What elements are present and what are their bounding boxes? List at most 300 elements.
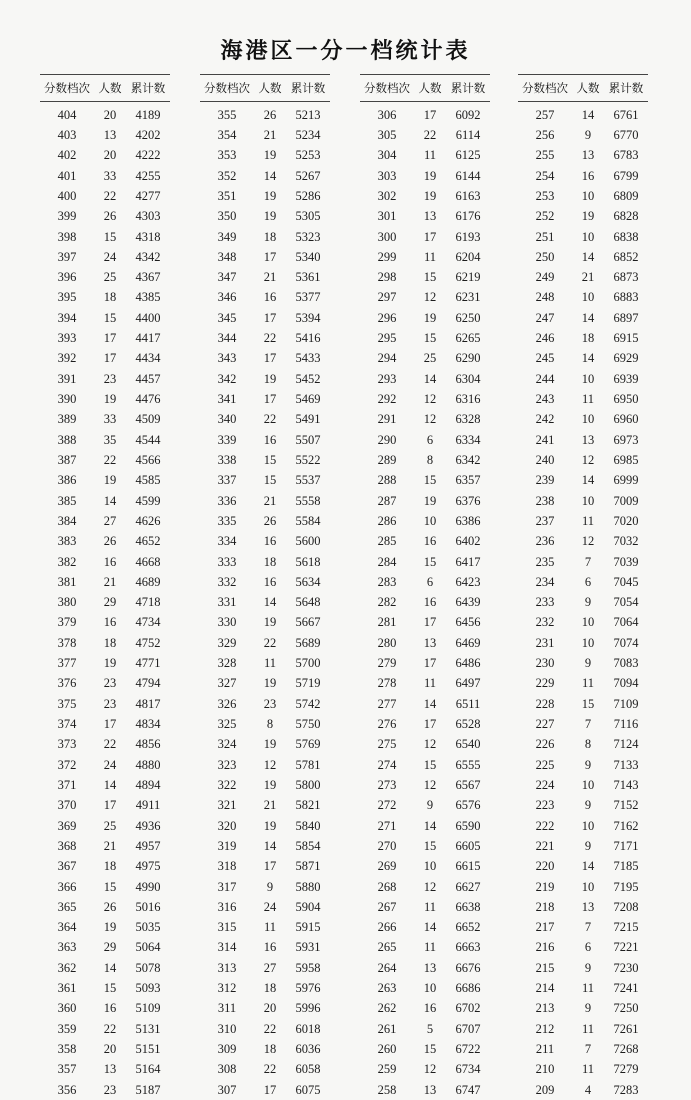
cumulative-cell: 4400 bbox=[135, 310, 161, 325]
score-cell: 329 bbox=[217, 635, 237, 650]
cumulative-cell: 6497 bbox=[455, 676, 481, 691]
count-cell: 9 bbox=[584, 656, 592, 671]
count-cell: 11 bbox=[581, 1062, 595, 1077]
table-row bbox=[518, 450, 648, 470]
score-cell: 258 bbox=[377, 1082, 397, 1097]
cumulative-cell: 4936 bbox=[135, 818, 161, 833]
score-cell: 346 bbox=[217, 290, 237, 305]
table-row bbox=[360, 1060, 490, 1080]
cumulative-cell: 7230 bbox=[613, 960, 639, 975]
count-cell: 22 bbox=[263, 412, 277, 427]
table-row bbox=[518, 1019, 648, 1039]
count-cell: 11 bbox=[581, 676, 595, 691]
count-cell: 21 bbox=[263, 127, 277, 142]
cumulative-cell: 5558 bbox=[295, 493, 321, 508]
table-row bbox=[40, 268, 170, 288]
cumulative-cell: 7143 bbox=[613, 777, 639, 792]
score-cell: 289 bbox=[377, 452, 397, 467]
cumulative-cell: 5854 bbox=[295, 838, 321, 853]
cumulative-cell: 6770 bbox=[613, 127, 639, 142]
table-row bbox=[360, 978, 490, 998]
count-cell: 12 bbox=[423, 737, 437, 752]
cumulative-cell: 4668 bbox=[135, 554, 161, 569]
cumulative-cell: 4975 bbox=[135, 859, 161, 874]
table-row bbox=[360, 511, 490, 531]
count-cell: 15 bbox=[423, 270, 437, 285]
count-cell: 26 bbox=[103, 899, 117, 914]
table-row bbox=[360, 572, 490, 592]
cumulative-cell: 4880 bbox=[135, 757, 161, 772]
cumulative-cell: 4794 bbox=[135, 676, 161, 691]
cumulative-cell: 7009 bbox=[613, 493, 639, 508]
count-cell: 15 bbox=[103, 310, 117, 325]
score-cell: 275 bbox=[377, 737, 397, 752]
cumulative-cell: 7171 bbox=[613, 838, 639, 853]
score-cell: 233 bbox=[535, 595, 555, 610]
count-cell: 19 bbox=[263, 777, 277, 792]
cumulative-cell: 6204 bbox=[455, 249, 481, 264]
count-cell: 5 bbox=[426, 1021, 434, 1036]
count-cell: 10 bbox=[423, 859, 437, 874]
table-row bbox=[518, 735, 648, 755]
cumulative-cell: 6092 bbox=[455, 107, 481, 122]
cumulative-cell: 5769 bbox=[295, 737, 321, 752]
table-row bbox=[518, 552, 648, 572]
table-row bbox=[40, 288, 170, 308]
count-cell: 12 bbox=[581, 534, 595, 549]
count-cell: 11 bbox=[581, 1021, 595, 1036]
count-cell: 12 bbox=[581, 452, 595, 467]
score-cell: 288 bbox=[377, 473, 397, 488]
table-row bbox=[518, 146, 648, 166]
count-cell: 26 bbox=[103, 534, 117, 549]
count-cell: 19 bbox=[263, 818, 277, 833]
cumulative-cell: 7261 bbox=[613, 1021, 639, 1036]
cumulative-cell: 6950 bbox=[613, 392, 639, 407]
score-cell: 376 bbox=[57, 676, 77, 691]
table-row bbox=[40, 836, 170, 856]
cumulative-cell: 5433 bbox=[295, 351, 321, 366]
count-cell: 19 bbox=[581, 209, 595, 224]
header-cumulative: 累计数 bbox=[290, 81, 326, 95]
cumulative-cell: 7032 bbox=[613, 534, 639, 549]
cumulative-cell: 4599 bbox=[135, 493, 161, 508]
cumulative-cell: 4566 bbox=[135, 452, 161, 467]
table-row bbox=[360, 1019, 490, 1039]
count-cell: 17 bbox=[103, 717, 117, 732]
table-row bbox=[40, 430, 170, 450]
count-cell: 27 bbox=[103, 513, 117, 528]
score-cell: 252 bbox=[535, 209, 555, 224]
count-cell: 10 bbox=[581, 615, 595, 630]
count-cell: 14 bbox=[581, 473, 595, 488]
count-cell: 12 bbox=[423, 879, 437, 894]
cumulative-cell: 4911 bbox=[135, 798, 161, 813]
cumulative-cell: 6316 bbox=[455, 392, 481, 407]
table-row bbox=[360, 1039, 490, 1059]
score-cell: 352 bbox=[217, 168, 237, 183]
cumulative-cell: 5035 bbox=[135, 920, 161, 935]
score-cell: 265 bbox=[377, 940, 397, 955]
header-cumulative: 累计数 bbox=[450, 81, 486, 95]
table-row bbox=[200, 999, 330, 1019]
cumulative-cell: 6265 bbox=[455, 331, 481, 346]
count-cell: 33 bbox=[103, 412, 117, 427]
count-cell: 18 bbox=[263, 229, 277, 244]
table-row bbox=[200, 694, 330, 714]
cumulative-cell: 5584 bbox=[295, 513, 321, 528]
score-cell: 357 bbox=[57, 1062, 77, 1077]
score-cell: 313 bbox=[217, 960, 237, 975]
score-cell: 224 bbox=[535, 777, 555, 792]
score-cell: 295 bbox=[377, 331, 397, 346]
score-cell: 393 bbox=[57, 331, 77, 346]
cumulative-cell: 7054 bbox=[613, 595, 639, 610]
count-cell: 16 bbox=[103, 1001, 117, 1016]
count-cell: 22 bbox=[103, 188, 117, 203]
count-cell: 11 bbox=[263, 656, 277, 671]
score-cell: 372 bbox=[57, 757, 77, 772]
table-row bbox=[40, 633, 170, 653]
cumulative-cell: 4189 bbox=[135, 107, 161, 122]
count-cell: 33 bbox=[103, 168, 117, 183]
table-row bbox=[360, 674, 490, 694]
rows bbox=[360, 102, 490, 1100]
score-cell: 294 bbox=[377, 351, 397, 366]
score-cell: 377 bbox=[57, 656, 77, 671]
score-cell: 361 bbox=[57, 981, 77, 996]
count-cell: 16 bbox=[263, 534, 277, 549]
table-row bbox=[200, 227, 330, 247]
score-cell: 220 bbox=[535, 859, 555, 874]
score-cell: 228 bbox=[535, 696, 555, 711]
score-cell: 320 bbox=[217, 818, 237, 833]
cumulative-cell: 5689 bbox=[295, 635, 321, 650]
table-row bbox=[40, 450, 170, 470]
cumulative-cell: 5491 bbox=[295, 412, 321, 427]
table-row bbox=[200, 105, 330, 125]
table-row bbox=[200, 491, 330, 511]
count-cell: 26 bbox=[103, 209, 117, 224]
cumulative-cell: 4509 bbox=[135, 412, 161, 427]
table-row bbox=[360, 796, 490, 816]
table-row bbox=[40, 613, 170, 633]
table-row bbox=[40, 186, 170, 206]
score-cell: 299 bbox=[377, 249, 397, 264]
cumulative-cell: 6734 bbox=[455, 1062, 481, 1077]
table-row bbox=[518, 268, 648, 288]
table-row bbox=[200, 653, 330, 673]
cumulative-cell: 5522 bbox=[295, 452, 321, 467]
cumulative-cell: 6540 bbox=[455, 737, 481, 752]
table-row bbox=[360, 593, 490, 613]
cumulative-cell: 6075 bbox=[295, 1082, 321, 1097]
score-cell: 373 bbox=[57, 737, 77, 752]
score-cell: 356 bbox=[57, 1082, 77, 1097]
score-cell: 301 bbox=[377, 209, 397, 224]
table-row bbox=[40, 735, 170, 755]
count-cell: 19 bbox=[423, 168, 437, 183]
cumulative-cell: 5634 bbox=[295, 574, 321, 589]
table-column-4 bbox=[518, 74, 648, 1100]
header-count: 人数 bbox=[98, 81, 122, 95]
table-row bbox=[200, 552, 330, 572]
count-cell: 12 bbox=[423, 1062, 437, 1077]
cumulative-cell: 6328 bbox=[455, 412, 481, 427]
cumulative-cell: 5600 bbox=[295, 534, 321, 549]
cumulative-cell: 6652 bbox=[455, 920, 481, 935]
count-cell: 27 bbox=[263, 960, 277, 975]
cumulative-cell: 6250 bbox=[455, 310, 481, 325]
page-title: 海港区一分一档统计表 bbox=[220, 39, 471, 64]
table-row bbox=[360, 999, 490, 1019]
count-cell: 21 bbox=[581, 270, 595, 285]
cumulative-cell: 6615 bbox=[455, 859, 481, 874]
cumulative-cell: 4385 bbox=[135, 290, 161, 305]
cumulative-cell: 6590 bbox=[455, 818, 481, 833]
count-cell: 15 bbox=[263, 473, 277, 488]
score-cell: 365 bbox=[57, 899, 77, 914]
score-cell: 250 bbox=[535, 249, 555, 264]
count-cell: 18 bbox=[581, 331, 595, 346]
score-cell: 358 bbox=[57, 1042, 77, 1057]
count-cell: 14 bbox=[103, 960, 117, 975]
score-cell: 397 bbox=[57, 249, 77, 264]
count-cell: 9 bbox=[584, 1001, 592, 1016]
count-cell: 6 bbox=[426, 432, 434, 447]
table-row bbox=[360, 816, 490, 836]
count-cell: 26 bbox=[263, 107, 277, 122]
count-cell: 13 bbox=[581, 148, 595, 163]
cumulative-cell: 4367 bbox=[135, 270, 161, 285]
count-cell: 10 bbox=[581, 229, 595, 244]
table-row bbox=[40, 938, 170, 958]
table-row bbox=[200, 958, 330, 978]
table-column-1 bbox=[40, 74, 170, 1100]
score-cell: 359 bbox=[57, 1021, 77, 1036]
table-row bbox=[518, 877, 648, 897]
score-cell: 401 bbox=[57, 168, 77, 183]
count-cell: 10 bbox=[581, 879, 595, 894]
count-cell: 14 bbox=[581, 859, 595, 874]
cumulative-cell: 6973 bbox=[613, 432, 639, 447]
score-cell: 351 bbox=[217, 188, 237, 203]
count-cell: 22 bbox=[103, 452, 117, 467]
table-row bbox=[518, 430, 648, 450]
table-row bbox=[518, 328, 648, 348]
count-cell: 15 bbox=[423, 757, 437, 772]
cumulative-cell: 5267 bbox=[295, 168, 321, 183]
cumulative-cell: 6357 bbox=[455, 473, 481, 488]
table-row bbox=[40, 978, 170, 998]
score-cell: 247 bbox=[535, 310, 555, 325]
table-row bbox=[40, 471, 170, 491]
score-cell: 362 bbox=[57, 960, 77, 975]
count-cell: 14 bbox=[423, 371, 437, 386]
cumulative-cell: 5164 bbox=[135, 1062, 161, 1077]
count-cell: 13 bbox=[423, 209, 437, 224]
score-cell: 338 bbox=[217, 452, 237, 467]
count-cell: 17 bbox=[423, 656, 437, 671]
count-cell: 17 bbox=[263, 392, 277, 407]
score-cell: 370 bbox=[57, 798, 77, 813]
table-row bbox=[518, 1060, 648, 1080]
count-cell: 14 bbox=[581, 351, 595, 366]
cumulative-cell: 5719 bbox=[295, 676, 321, 691]
count-cell: 21 bbox=[103, 574, 117, 589]
count-cell: 22 bbox=[263, 331, 277, 346]
cumulative-cell: 6193 bbox=[455, 229, 481, 244]
count-cell: 7 bbox=[584, 717, 592, 732]
count-cell: 17 bbox=[103, 331, 117, 346]
header-score: 分数档次 bbox=[522, 81, 568, 95]
table-row bbox=[200, 938, 330, 958]
score-cell: 287 bbox=[377, 493, 397, 508]
score-cell: 257 bbox=[535, 107, 555, 122]
cumulative-cell: 6342 bbox=[455, 452, 481, 467]
table-row bbox=[360, 471, 490, 491]
score-cell: 209 bbox=[535, 1082, 555, 1097]
count-cell: 23 bbox=[263, 696, 277, 711]
table-row bbox=[360, 653, 490, 673]
table-row bbox=[40, 207, 170, 227]
count-cell: 16 bbox=[423, 595, 437, 610]
table-row bbox=[200, 613, 330, 633]
score-cell: 274 bbox=[377, 757, 397, 772]
table-row bbox=[40, 755, 170, 775]
cumulative-cell: 4718 bbox=[135, 595, 161, 610]
cumulative-cell: 6555 bbox=[455, 757, 481, 772]
table-row bbox=[518, 714, 648, 734]
cumulative-cell: 6576 bbox=[455, 798, 481, 813]
cumulative-cell: 6486 bbox=[455, 656, 481, 671]
score-cell: 225 bbox=[535, 757, 555, 772]
table-row bbox=[40, 125, 170, 145]
count-cell: 21 bbox=[263, 798, 277, 813]
cumulative-cell: 4894 bbox=[135, 777, 161, 792]
count-cell: 10 bbox=[423, 981, 437, 996]
table-row bbox=[360, 877, 490, 897]
count-cell: 17 bbox=[423, 229, 437, 244]
count-cell: 16 bbox=[423, 1001, 437, 1016]
table-row bbox=[40, 552, 170, 572]
score-cell: 239 bbox=[535, 473, 555, 488]
score-cell: 318 bbox=[217, 859, 237, 874]
cumulative-cell: 4652 bbox=[135, 534, 161, 549]
cumulative-cell: 6702 bbox=[455, 1001, 481, 1016]
cumulative-cell: 5976 bbox=[295, 981, 321, 996]
count-cell: 15 bbox=[103, 229, 117, 244]
count-cell: 11 bbox=[581, 513, 595, 528]
cumulative-cell: 6511 bbox=[455, 696, 481, 711]
rows bbox=[40, 102, 170, 1100]
cumulative-cell: 5915 bbox=[295, 920, 321, 935]
cumulative-cell: 5750 bbox=[295, 717, 321, 732]
cumulative-cell: 7133 bbox=[613, 757, 639, 772]
table-row bbox=[360, 410, 490, 430]
table-row bbox=[360, 247, 490, 267]
cumulative-cell: 6334 bbox=[455, 432, 481, 447]
count-cell: 16 bbox=[103, 615, 117, 630]
cumulative-cell: 6747 bbox=[455, 1082, 481, 1097]
table-row bbox=[360, 146, 490, 166]
cumulative-cell: 6469 bbox=[455, 635, 481, 650]
cumulative-cell: 4689 bbox=[135, 574, 161, 589]
cumulative-cell: 6897 bbox=[613, 310, 639, 325]
table-row bbox=[200, 166, 330, 186]
cumulative-cell: 4626 bbox=[135, 513, 161, 528]
cumulative-cell: 7020 bbox=[613, 513, 639, 528]
table-row bbox=[360, 775, 490, 795]
table-row bbox=[360, 349, 490, 369]
table-row bbox=[40, 328, 170, 348]
cumulative-cell: 5109 bbox=[135, 1001, 161, 1016]
table-row bbox=[360, 186, 490, 206]
table-row bbox=[518, 471, 648, 491]
score-cell: 339 bbox=[217, 432, 237, 447]
score-cell: 248 bbox=[535, 290, 555, 305]
cumulative-cell: 6058 bbox=[295, 1062, 321, 1077]
count-cell: 17 bbox=[103, 351, 117, 366]
header-score: 分数档次 bbox=[204, 81, 250, 95]
score-cell: 266 bbox=[377, 920, 397, 935]
score-cell: 231 bbox=[535, 635, 555, 650]
count-cell: 13 bbox=[581, 899, 595, 914]
cumulative-cell: 6915 bbox=[613, 331, 639, 346]
table-row bbox=[200, 328, 330, 348]
table-row bbox=[360, 430, 490, 450]
count-cell: 9 bbox=[266, 879, 274, 894]
score-cell: 343 bbox=[217, 351, 237, 366]
table-row bbox=[360, 1080, 490, 1100]
score-cell: 347 bbox=[217, 270, 237, 285]
count-cell: 18 bbox=[103, 635, 117, 650]
cumulative-cell: 6290 bbox=[455, 351, 481, 366]
header-score: 分数档次 bbox=[44, 81, 90, 95]
score-cell: 236 bbox=[535, 534, 555, 549]
table-row bbox=[40, 572, 170, 592]
table-row bbox=[200, 349, 330, 369]
count-cell: 4 bbox=[584, 1082, 592, 1097]
score-cell: 387 bbox=[57, 452, 77, 467]
score-cell: 340 bbox=[217, 412, 237, 427]
score-cell: 291 bbox=[377, 412, 397, 427]
table-row bbox=[200, 1019, 330, 1039]
score-cell: 311 bbox=[217, 1001, 237, 1016]
table-row bbox=[200, 593, 330, 613]
count-cell: 11 bbox=[423, 249, 437, 264]
column-header bbox=[518, 74, 648, 102]
score-cell: 367 bbox=[57, 859, 77, 874]
score-cell: 334 bbox=[217, 534, 237, 549]
score-cell: 364 bbox=[57, 920, 77, 935]
score-cell: 276 bbox=[377, 717, 397, 732]
cumulative-cell: 4752 bbox=[135, 635, 161, 650]
table-row bbox=[518, 1080, 648, 1100]
count-cell: 13 bbox=[581, 432, 595, 447]
score-cell: 238 bbox=[535, 493, 555, 508]
table-row bbox=[518, 532, 648, 552]
table-row bbox=[40, 410, 170, 430]
table-row bbox=[518, 918, 648, 938]
table-row bbox=[40, 247, 170, 267]
cumulative-cell: 6627 bbox=[455, 879, 481, 894]
score-cell: 226 bbox=[535, 737, 555, 752]
count-cell: 17 bbox=[423, 717, 437, 732]
score-cell: 374 bbox=[57, 717, 77, 732]
table-row bbox=[360, 694, 490, 714]
score-cell: 261 bbox=[377, 1021, 397, 1036]
